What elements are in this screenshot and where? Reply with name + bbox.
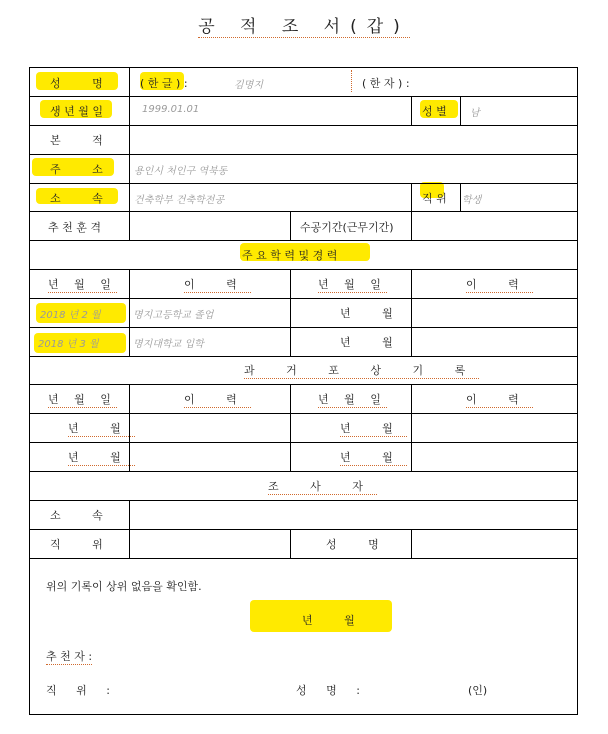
career-row-history: 명지대학교 입학 (133, 339, 204, 350)
awards-section-title: 과 거 포 상 기 록 (244, 364, 480, 377)
investigator-position-label: 직 위 (50, 538, 117, 551)
career-col-date: 년 월 일 (48, 278, 117, 291)
award-row-date: 년 월 (68, 422, 135, 435)
birth-label: 생 년 월 일 (50, 105, 103, 118)
awards-col-date: 년 월 일 (48, 393, 117, 406)
page-title: 공 적 조 서(갑) (198, 17, 410, 37)
award-row-date: 년 월 (68, 451, 135, 464)
investigator-affiliation-label: 소 속 (50, 509, 117, 522)
investigator-section-title: 조 사 자 (268, 480, 377, 493)
birth-value: 1999.01.01 (142, 104, 200, 115)
hanja-label: ( 한 자 ) : (362, 77, 410, 90)
name-value: 김명지 (234, 80, 263, 91)
career-row-date: 2018 년 3 월 (38, 339, 99, 350)
position-label: 직 위 (422, 192, 447, 205)
career-section-title: 주 요 학 력 및 경 력 (242, 249, 338, 262)
address-value: 용인시 처인구 역북동 (134, 166, 228, 177)
gender-label: 성 별 (422, 105, 447, 118)
service-period-label: 수공기간(근무기간) (300, 221, 394, 234)
awards-col-history: 이 력 (184, 393, 251, 406)
awards-col-history-2: 이 력 (466, 393, 533, 406)
name-label: 성 명 (50, 77, 117, 90)
career-row-history: 명지고등학교 졸업 (133, 310, 214, 321)
career-col-history-2: 이 력 (466, 278, 533, 291)
award-row-date-2: 년 월 (340, 422, 407, 435)
confirm-date: 년 월 (302, 614, 369, 627)
address-label: 주 소 (50, 163, 117, 176)
recommender-label: 추 천 자 : (46, 650, 93, 663)
affiliation-label: 소 속 (50, 192, 117, 205)
career-row-date: 2018 년 2 월 (40, 310, 101, 321)
gender-value: 남 (470, 108, 480, 119)
career-col-history: 이 력 (184, 278, 251, 291)
career-row-date-2: 년 월 (340, 336, 407, 349)
confirm-statement: 위의 기록이 상위 없음을 확인함. (46, 580, 202, 593)
recommender-position-label: 직 위 : (46, 684, 118, 697)
position-value: 학생 (462, 195, 482, 206)
affiliation-value: 건축학부 건축학전공 (134, 195, 225, 206)
awards-col-date-2: 년 월 일 (318, 393, 387, 406)
domicile-label: 본 적 (50, 134, 117, 147)
award-row-date-2: 년 월 (340, 451, 407, 464)
recommender-name-label: 성 명 : (296, 684, 368, 697)
career-col-date-2: 년 월 일 (318, 278, 387, 291)
qualification-label: 추 천 훈 격 (48, 221, 101, 234)
career-row-date-2: 년 월 (340, 307, 407, 320)
investigator-name-label: 성 명 (326, 538, 393, 551)
hangul-label: ( 한 글 ) : (140, 77, 188, 90)
seal-mark: (인) (468, 684, 488, 697)
